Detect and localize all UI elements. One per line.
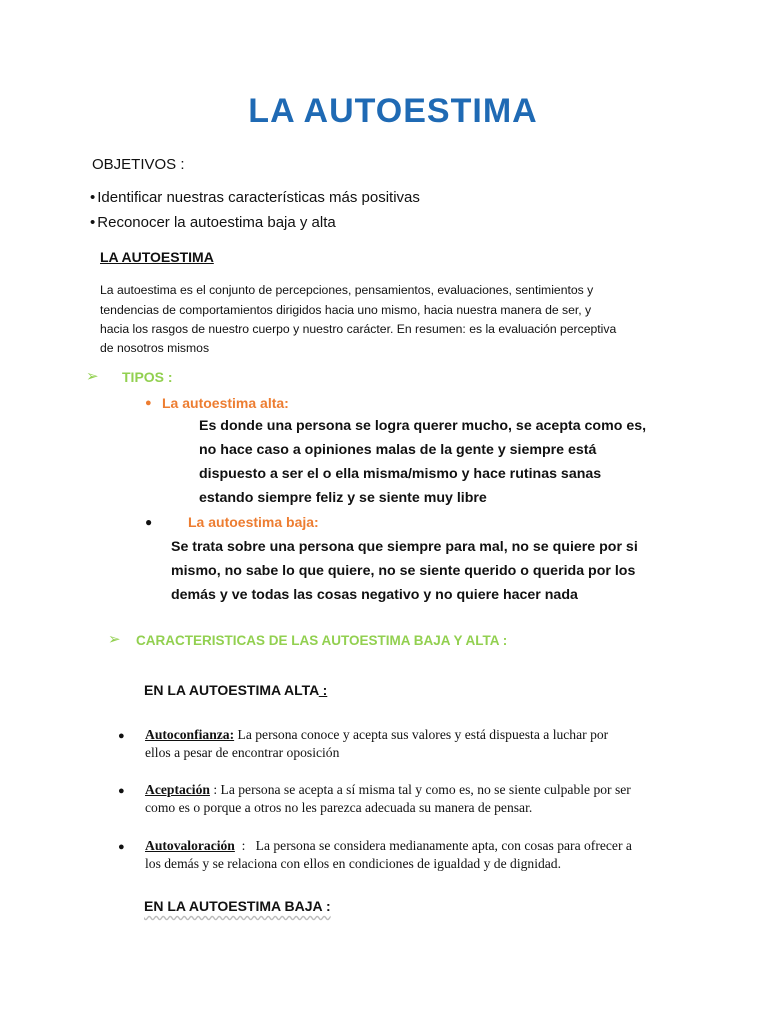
aceptacion-text: : La persona se acepta a sí misma tal y como es, no se siente culpable por ser [209,782,631,797]
alta-subheading-colon: : [318,682,328,698]
objetivo-text: Reconocer la autoestima baja y alta [97,214,336,231]
caracteristicas-heading: CARACTERISTICAS DE LAS AUTOESTIMA BAJA Y ALTA : [136,633,508,648]
objetivos-label: OBJETIVOS : [92,156,185,173]
autoestima-baja-label: La autoestima baja: [188,514,319,530]
alta-subheading [144,682,327,698]
bullet-icon: ● [145,515,153,529]
alta-description-line: dispuesto a ser el o ella misma/mismo y hace rutinas sanas [199,466,602,482]
alta-description-line: Es donde una persona se logra querer mucho, se acepta como es, [199,418,647,434]
definicion-line: de nosotros mismos [100,341,210,355]
baja-subheading [144,898,331,914]
arrow-bullet-icon: ➢ [108,631,121,648]
bullet-icon: ● [118,730,125,742]
definicion-line: La autoestima es el conjunto de percepciones, pensamientos, evaluaciones, sentimientos y [100,283,594,297]
objetivo-item-2 [90,214,336,231]
arrow-bullet-icon: ➢ [86,368,99,385]
aceptacion-line-2: como es o porque a otros no les parezca adecuada su manera de pensar. [145,800,533,815]
bullet-icon: ● [118,841,125,853]
orange-bullet-icon: ● [145,397,152,409]
aceptacion-term: Aceptación [145,782,210,797]
tipos-heading: TIPOS : [122,369,173,385]
alta-subheading-text: EN LA AUTOESTIMA ALTA [144,682,319,698]
definicion-line: tendencias de comportamientos dirigidos hacia uno mismo, hacia nuestra manera de ser, y [100,303,592,317]
autovaloracion-text: : La persona se considera medianamente apta, con cosas para ofrecer a [234,838,632,853]
alta-description-line: no hace caso a opiniones malas de la gente y siempre está [199,442,597,458]
bullet-icon: ● [118,785,125,797]
bullet-icon: • [90,214,96,231]
objetivo-text: Identificar nuestras características más positivas [97,189,420,206]
autoconfianza-term: Autoconfianza: [145,727,235,742]
baja-description-line: demás y ve todas las cosas negativo y no quiere hacer nada [171,587,578,603]
baja-description-line: Se trata sobre una persona que siempre para mal, no se quiere por si [171,539,638,555]
autovaloracion-term: Autovaloración [145,838,235,853]
page-title: LA AUTOESTIMA [248,92,538,130]
definicion-heading: LA AUTOESTIMA [100,249,214,265]
autoconfianza-text: La persona conoce y acepta sus valores y está dispuesta a luchar por [234,727,609,742]
aceptacion-line [145,782,631,798]
baja-description-line: mismo, no sabe lo que quiere, no se siente querido o querida por los [171,563,636,579]
baja-subheading-text: EN LA AUTOESTIMA BAJA : [144,898,331,914]
autoconfianza-line [145,727,608,743]
autovaloracion-line [145,838,632,854]
definicion-line: hacia los rasgos de nuestro cuerpo y nuestro carácter. En resumen: es la evaluación perceptiva [100,322,617,336]
autoestima-alta-label: La autoestima alta: [162,395,289,411]
bullet-icon: • [90,189,96,206]
objetivo-item-1 [90,189,420,206]
alta-description-line: estando siempre feliz y se siente muy libre [199,490,487,506]
autovaloracion-line-2: los demás y se relaciona con ellos en condiciones de igualdad y de dignidad. [145,856,561,871]
autoconfianza-line-2: ellos a pesar de encontrar oposición [145,745,340,760]
